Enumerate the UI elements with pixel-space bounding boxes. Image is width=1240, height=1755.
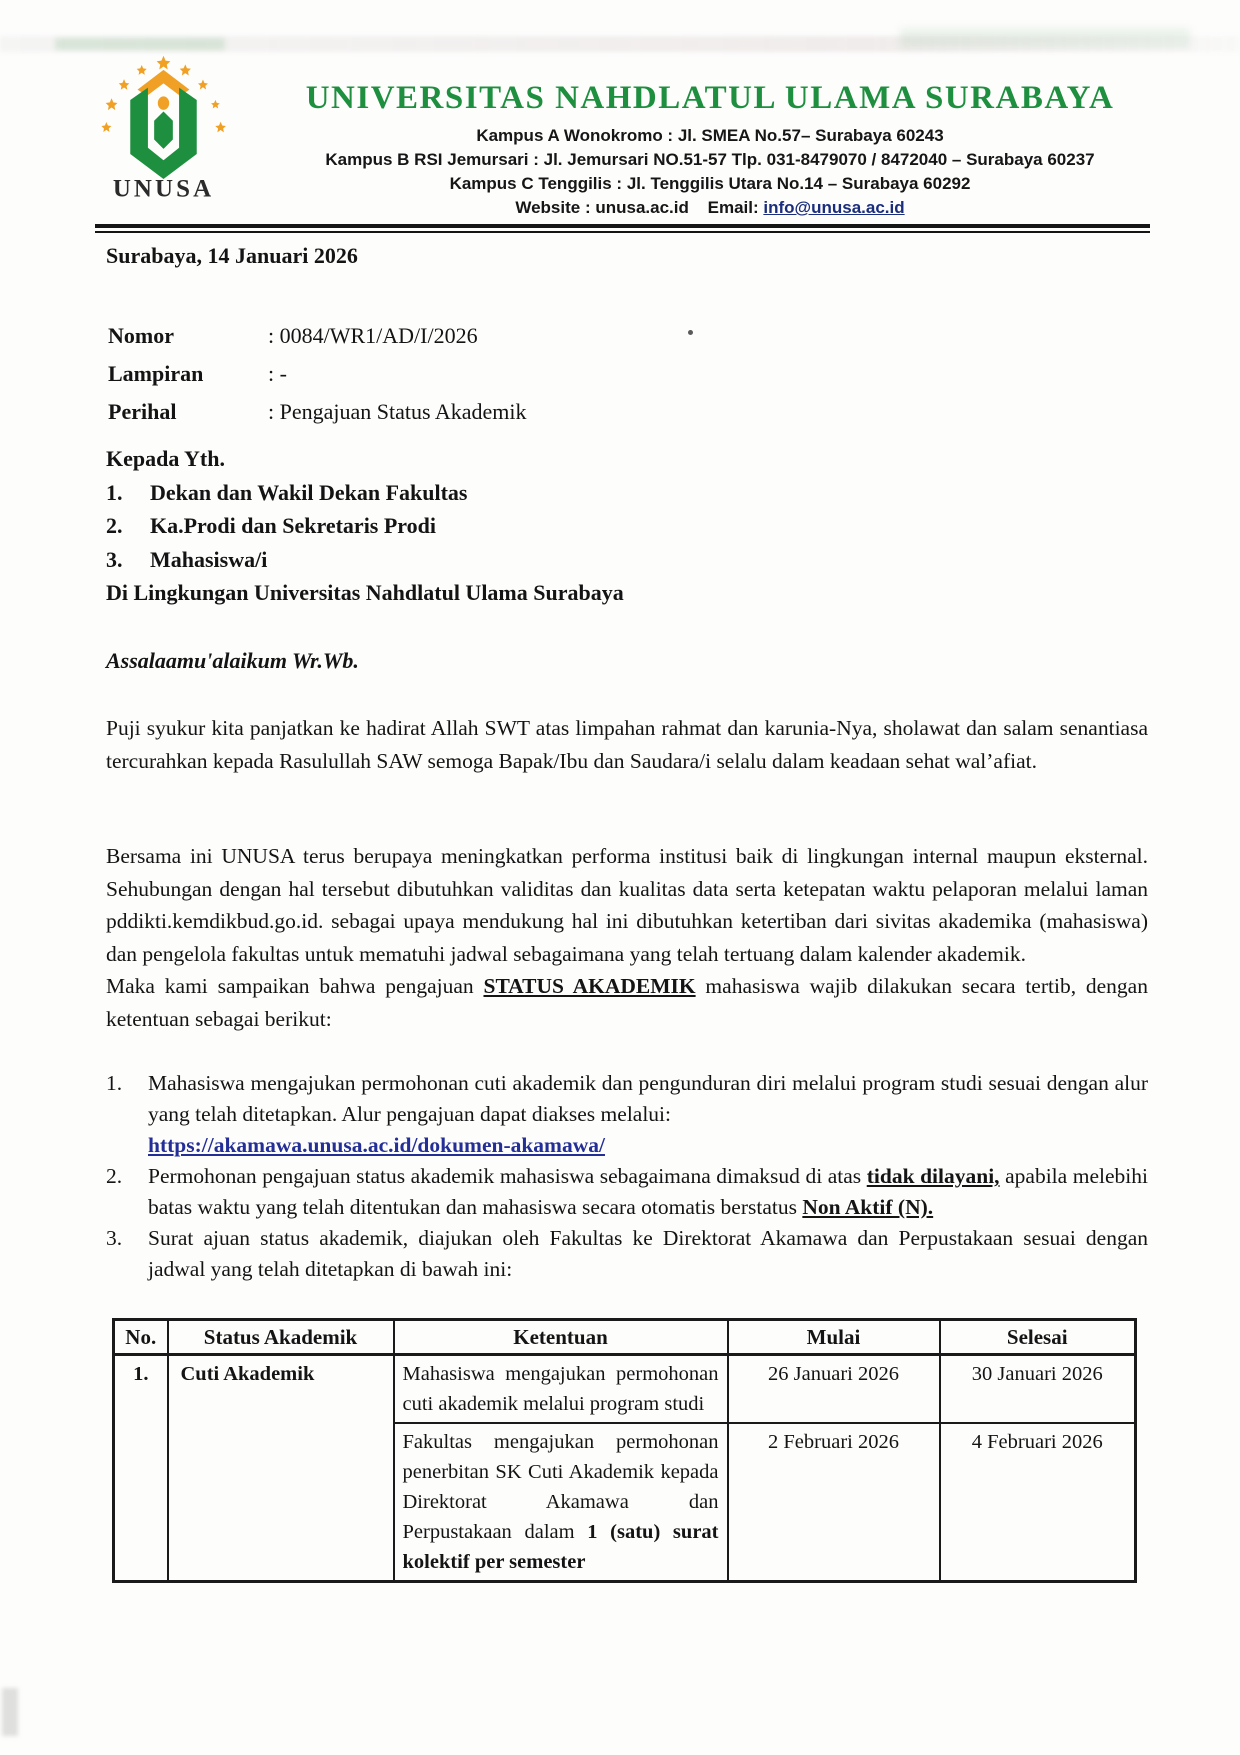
row1b-ketentuan-bold: 1 (satu) surat kolektif per semester (402, 1521, 719, 1573)
paragraph-institution: Bersama ini UNUSA terus berupaya meningkatkan performa institusi baik di lingkungan internal maupun eksternal. Sehubungan dengan hal tersebut dibutuhkan validitas dan kualitas data serta ketepatan waktu pelaporan melalui laman pddikti.kemdikbud.go.id. sebagai upaya mendukung hal ini dibutuhkan ketertiban dari sivitas akademika (mahasiswa) dan pengelola fakultas untuk mematuhi jadwal sebagaimana yang telah tertuang dalam kalender akademik. (106, 844, 1148, 966)
list-item-3 (106, 1223, 1148, 1285)
akamawa-document-link[interactable]: https://akamawa.unusa.ac.id/dokumen-akamawa/ (148, 1133, 605, 1157)
nomor-value: : 0084/WR1/AD/I/2026 (268, 323, 478, 348)
item2-emphasis-1: tidak dilayani, (866, 1164, 1000, 1188)
campus-b-line: Kampus B RSI Jemursari : Jl. Jemursari NO.51-57 Tlp. 031-8479070 / 8472040 – Surabaya 60237 (325, 150, 1095, 169)
item2-seg2: apabila melebihi batas waktu yang telah ditentukan dan mahasiswa secara otomatis berstatus (148, 1164, 1148, 1219)
row1-no: 1. (114, 1355, 168, 1582)
list-number: 1. (106, 1071, 123, 1095)
recipient-block (106, 442, 624, 610)
para3-post: mahasiswa wajib dilakukan secara tertib, dengan ketentuan sebagai berikut: (106, 974, 1148, 1031)
item2-emphasis-2: Non Aktif (N). (802, 1195, 934, 1219)
list-item-2-body (148, 1161, 1148, 1223)
recipient-number: 1. (106, 479, 123, 505)
recipient-label: Mahasiswa/i (150, 546, 268, 572)
recipient-heading: Kepada Yth. (106, 446, 225, 471)
lampiran-label: Lampiran (108, 361, 204, 386)
item1-text: Mahasiswa mengajukan permohonan cuti akademik dan pengunduran diri melalui program studi sesuai dengan alur yang telah ditetapkan. Alur pengajuan dapat diakses melalui: (148, 1071, 1148, 1126)
logo-wordmark: UNUSA (112, 175, 215, 200)
table-row (114, 1355, 1136, 1424)
header-ketentuan: Ketentuan (394, 1320, 728, 1355)
unusa-logo (96, 52, 231, 205)
nomor-label: Nomor (108, 323, 174, 348)
paragraph-gratitude: Puji syukur kita panjatkan ke hadirat Allah SWT atas limpahan rahmat dan karunia-Nya, sholawat dan salam senantiasa tercurahkan kepada Rasulullah SAW semoga Bapak/Ibu dan Saudara/i selalu dalam keadaan sehat wal’afiat. (106, 716, 1148, 773)
row1b-ketentuan (394, 1423, 728, 1582)
city-date: Surabaya, 14 Januari 2026 (106, 243, 358, 268)
row1a-ketentuan: Mahasiswa mengajukan permohonan cuti akademik melalui program studi (394, 1355, 728, 1424)
list-item-1 (106, 1068, 1148, 1161)
campus-c-line: Kampus C Tenggilis : Jl. Tenggilis Utara No.14 – Surabaya 60292 (449, 174, 971, 193)
recipient-item (106, 476, 624, 510)
website-line (252, 196, 1168, 220)
recipient-footer: Di Lingkungan Universitas Nahdlatul Ulama Surabaya (106, 580, 624, 605)
logo-center-bar (154, 111, 173, 148)
email-label: Email: (707, 198, 764, 217)
letterhead-text (252, 80, 1168, 220)
recipient-number: 3. (106, 546, 123, 572)
email-link[interactable]: info@unusa.ac.id (763, 198, 905, 217)
recipient-item (106, 509, 624, 543)
campus-addresses (252, 124, 1168, 220)
university-name: UNIVERSITAS NAHDLATUL ULAMA SURABAYA (305, 80, 1115, 116)
list-number: 3. (106, 1226, 123, 1250)
paragraph-status-akademik (106, 970, 1148, 1035)
meta-row-lampiran (108, 355, 526, 393)
schedule-table (112, 1318, 1137, 1583)
provision-list (106, 1068, 1148, 1285)
scan-artifact-dot (688, 330, 693, 335)
table-header-row (114, 1320, 1136, 1355)
perihal-label: Perihal (108, 399, 177, 424)
row1a-mulai: 26 Januari 2026 (728, 1355, 940, 1424)
para3-emphasis: STATUS AKADEMIK (483, 974, 696, 998)
salutation: Assalaamu'alaikum Wr.Wb. (106, 648, 359, 673)
header-selesai: Selesai (940, 1320, 1136, 1355)
recipient-label: Dekan dan Wakil Dekan Fakultas (150, 479, 468, 505)
row1a-selesai: 30 Januari 2026 (940, 1355, 1136, 1424)
header-status-akademik: Status Akademik (168, 1320, 394, 1355)
header-mulai: Mulai (728, 1320, 940, 1355)
scan-artifact-green-right (900, 28, 1190, 48)
header-divider (95, 224, 1150, 233)
letter-meta (108, 317, 526, 431)
paragraph-block (106, 840, 1148, 1035)
scan-artifact-green-left (55, 38, 225, 50)
recipient-label: Ka.Prodi dan Sekretaris Prodi (150, 513, 437, 538)
list-number: 2. (106, 1164, 123, 1188)
row1b-selesai: 4 Februari 2026 (940, 1423, 1136, 1582)
meta-row-nomor (108, 317, 526, 355)
logo-dot (158, 96, 169, 110)
recipient-number: 2. (106, 513, 123, 538)
scan-artifact-bottom-left (2, 1688, 18, 1736)
list-item-1-body (148, 1068, 1148, 1161)
para3-pre: Maka kami sampaikan bahwa pengajuan (106, 974, 484, 998)
row1b-mulai: 2 Februari 2026 (728, 1423, 940, 1582)
item2-seg1: Permohonan pengajuan status akademik mahasiswa sebagaimana dimaksud di atas (148, 1164, 867, 1188)
unusa-emblem-icon (96, 52, 231, 200)
row1-status: Cuti Akademik (168, 1355, 394, 1582)
lampiran-value: : - (268, 361, 287, 386)
perihal-value: : Pengajuan Status Akademik (268, 399, 527, 424)
header-no: No. (114, 1320, 168, 1355)
recipient-item (106, 543, 624, 577)
website-label: Website : unusa.ac.id (515, 198, 689, 217)
row1b-ketentuan-text: Fakultas mengajukan permohonan penerbitan SK Cuti Akademik kepada Direktorat Akamawa dan Perpustakaan dalam (402, 1431, 719, 1543)
list-item-3-body: Surat ajuan status akademik, diajukan oleh Fakultas ke Direktorat Akamawa dan Perpustakaan sesuai dengan jadwal yang telah ditetapkan di bawah ini: (148, 1226, 1148, 1281)
campus-a-line: Kampus A Wonokromo : Jl. SMEA No.57– Surabaya 60243 (476, 126, 944, 145)
scan-artifact-top-band (0, 36, 1240, 52)
list-item-2 (106, 1161, 1148, 1223)
meta-row-perihal (108, 393, 526, 431)
